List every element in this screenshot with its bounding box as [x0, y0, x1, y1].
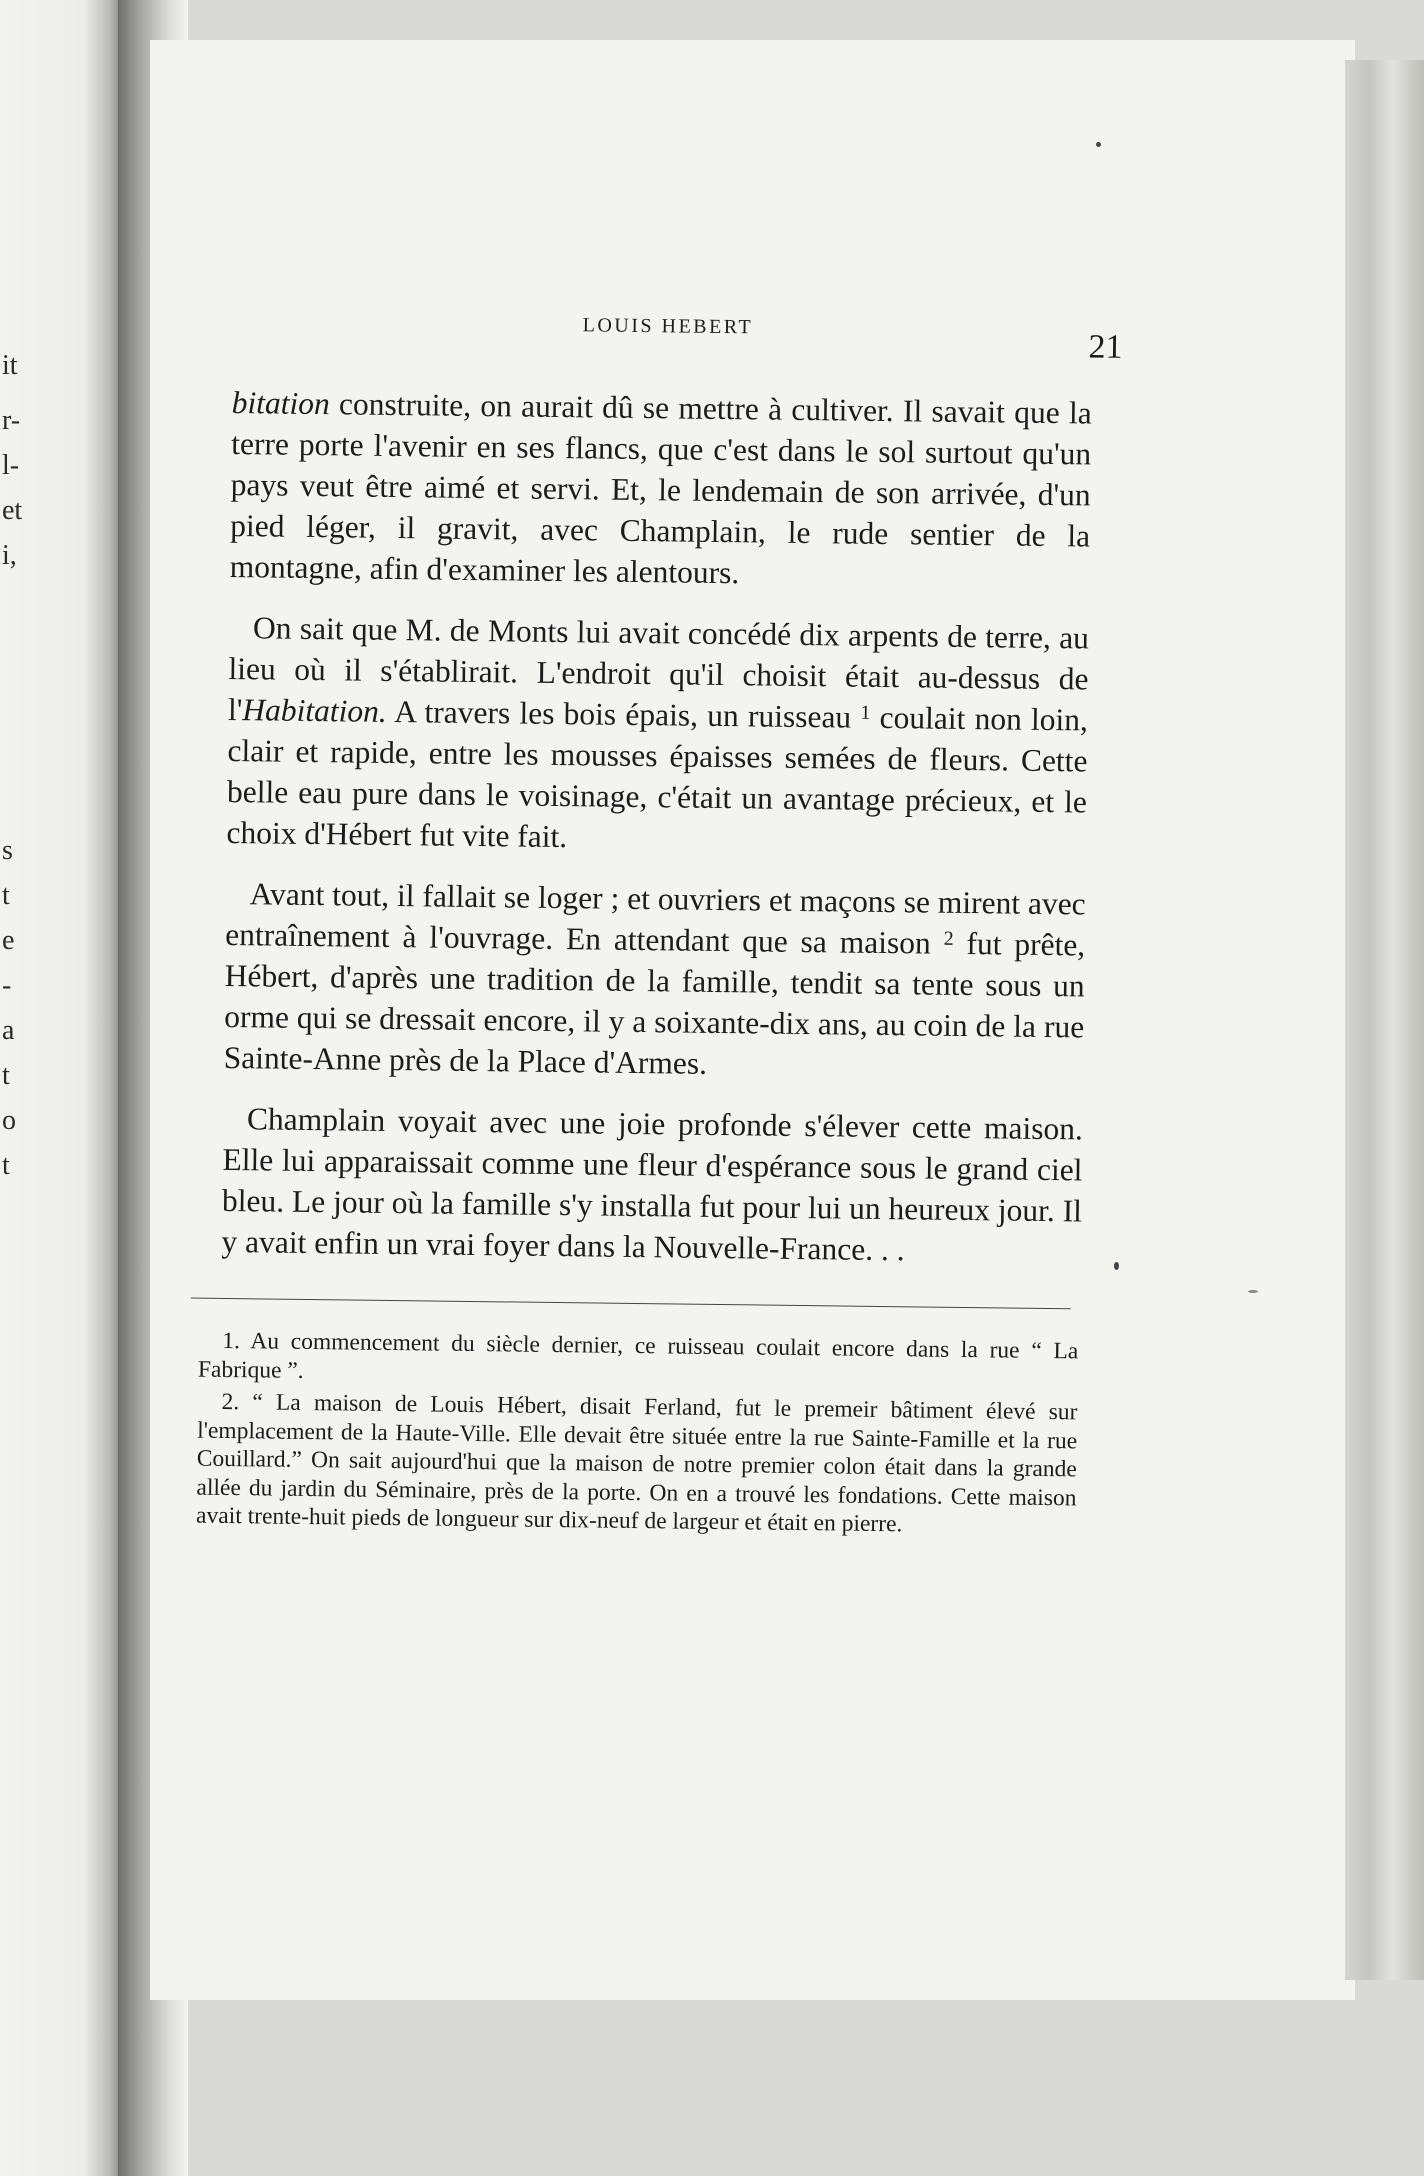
- facing-page-fragment: e: [2, 925, 15, 956]
- facing-page-fragment: s: [2, 835, 13, 866]
- paragraph-text: coulait non loin, clair et rapide, entre les mousses épaisses semées de fleurs. Cette belle eau pure dans le voisinage, c'était un avantage précieux, et le choix d'Hébert fut vite fait.: [226, 699, 1089, 855]
- dust-speck: [1248, 1290, 1258, 1293]
- paragraph: [223, 873, 1085, 1088]
- running-head: [232, 300, 1123, 371]
- facing-page-fragment: t: [2, 880, 10, 911]
- running-title: LOUIS HEBERT: [582, 314, 754, 339]
- paragraph-text: Avant tout, il fallait se loger ; et ouvriers et maçons se mirent avec entraînement à l'ouvrage. En attendant que sa maison: [225, 876, 1086, 961]
- facing-page-fragment: a: [2, 1015, 15, 1046]
- footnote-marker: 2: [943, 927, 954, 950]
- paragraph-text: Champlain voyait avec une joie profonde s'élever cette maison. Elle lui apparaissait comme une fleur d'espérance sous le grand ciel bleu. Le jour où la famille s'y installa fut pour lui un heureux jour. Il y avait enfin un vrai foyer dans la Nouvelle-France. . .: [221, 1101, 1084, 1268]
- footnote-rule: [191, 1298, 1071, 1310]
- facing-page-fragment: it: [2, 350, 18, 381]
- facing-page-fragment: t: [2, 1060, 10, 1091]
- footnotes: [196, 1327, 1078, 1541]
- paragraph: [226, 607, 1089, 863]
- paragraph-text: construite, on aurait dû se mettre à cultiver. Il savait que la terre porte l'avenir en ses flancs, que c'est dans le sol surtout qu'un pays veut être aimé et servi. Et, le lendemain de son arrivée, d'un pied léger, il gravit, avec Champlain, le rude sentier de la montagne, afin d'examiner les alentours.: [229, 386, 1092, 591]
- facing-page-fragment: -: [2, 970, 12, 1001]
- footnote: 2. “ La maison de Louis Hébert, disait Ferland, fut le premeir bâtiment élevé sur l'emplacement de la Haute-Ville. Elle devait être située entre la rue Sainte-Famille et la rue Couillard.” On sait aujourd'hui que la maison de notre premier colon était dans la grande allée du jardin du Séminaire, près de la porte. On en a trouvé les fondations. Cette maison avait trente-huit pieds de longueur sur dix-neuf de largeur et était en pierre.: [195, 1388, 1078, 1538]
- dust-speck: [1114, 1262, 1119, 1270]
- facing-page: [0, 0, 120, 2176]
- paragraph-text: A travers les bois épais, un ruisseau: [386, 693, 861, 735]
- footnote-marker: 1: [860, 701, 871, 724]
- facing-page-fragment: r-: [2, 405, 21, 436]
- body-text: [221, 382, 1092, 1272]
- facing-page-fragment: t: [2, 1150, 10, 1181]
- paragraph: [221, 1098, 1083, 1272]
- footnote: 1. Au commencement du siècle dernier, ce ruisseau coulait encore dans la rue “ La Fabrique ”.: [197, 1327, 1079, 1384]
- page-content: [195, 300, 1123, 1545]
- facing-page-fragment: o: [2, 1105, 16, 1136]
- paragraph-text: fut prête, Hébert, d'après une tradition de la famille, tendit sa tente sous un orme qui se dressait encore, il y a soixante-dix ans, au coin de la rue Sainte-Anne près de la Place d'Armes.: [223, 925, 1086, 1081]
- facing-page-fragment: l-: [2, 450, 20, 481]
- paragraph: [229, 382, 1091, 597]
- facing-page-fragment: et: [2, 495, 23, 526]
- page-number: 21: [1088, 328, 1123, 366]
- italic-word: bitation: [231, 384, 330, 422]
- paragraph-text: On sait que M. de Monts lui avait concédé dix arpents de terre, au lieu où il s'établirait. L'endroit qu'il choisit était au-dessus de l': [227, 610, 1090, 728]
- italic-word: Habitation.: [242, 692, 388, 729]
- facing-page-fragment: i,: [2, 540, 17, 571]
- page-edge: [1345, 60, 1424, 1980]
- dust-speck: [1096, 142, 1101, 147]
